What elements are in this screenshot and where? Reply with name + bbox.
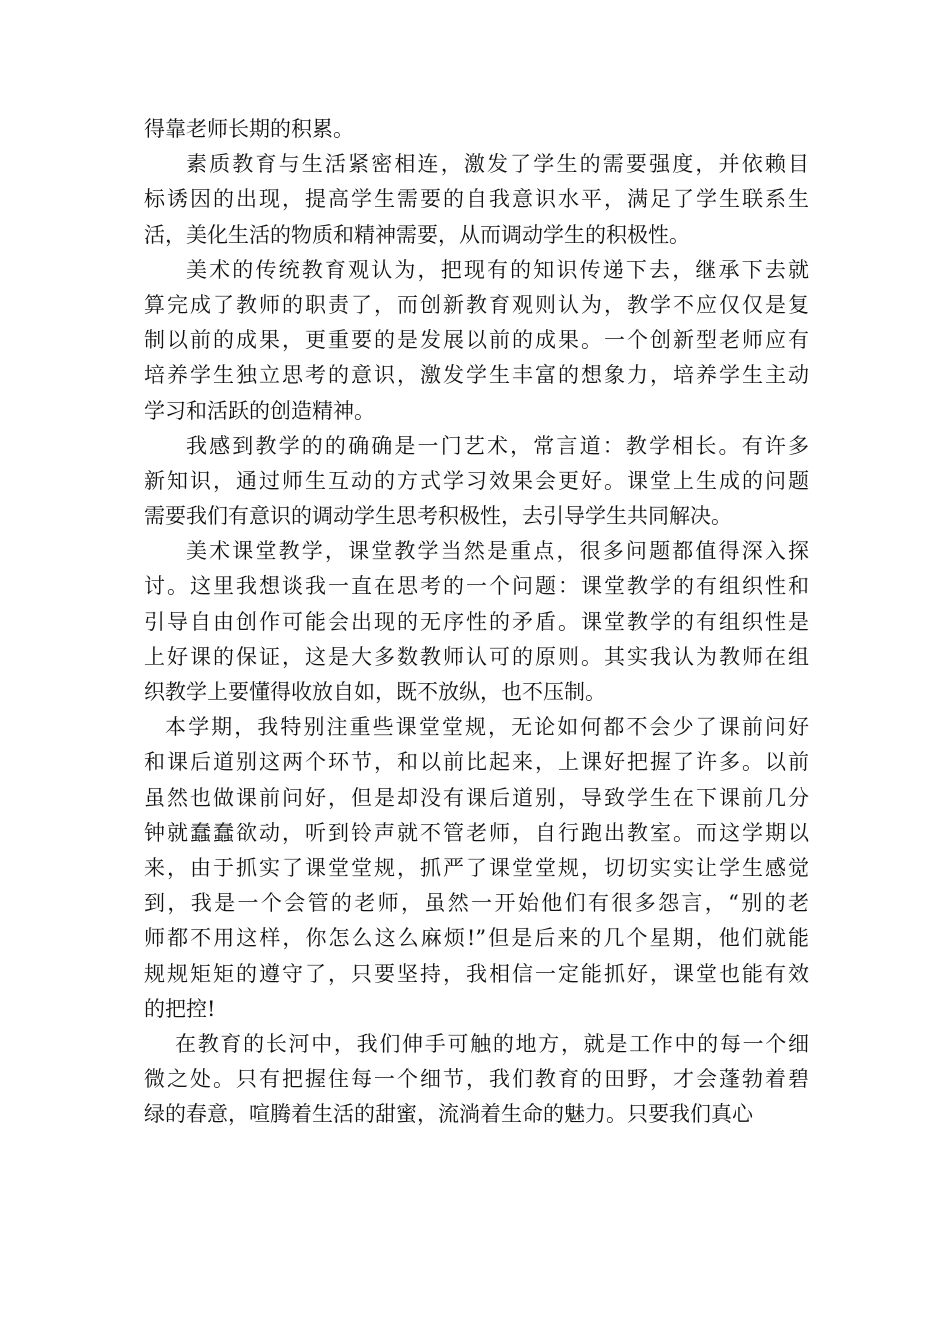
text-line: 织教学上要懂得收放自如，既不放纵，也不压制。	[144, 680, 606, 704]
text-line: 美术课堂教学，课堂教学当然是重点，很多问题都值得深入探	[186, 539, 809, 564]
text-line: 本学期，我特别注重些课堂堂规，无论如何都不会少了课前问好	[165, 715, 809, 740]
text-line: 到，我是一个会管的老师，虽然一开始他们有很多怨言，“别的老	[144, 891, 809, 916]
text-line: 美术的传统教育观认为，把现有的知识传递下去，继承下去就	[186, 257, 809, 282]
text-line: 得靠老师长期的积累。	[144, 117, 354, 141]
text-line: 虽然也做课前问好，但是却没有课后道别，导致学生在下课前几分	[144, 785, 809, 810]
text-line: 微之处。只有把握住每一个细节，我们教育的田野，才会蓬勃着碧	[144, 1067, 809, 1092]
paragraph-p4	[144, 534, 809, 710]
text-line: 需要我们有意识的调动学生思考积极性，去引导学生共同解决。	[144, 504, 732, 529]
body-text	[144, 112, 809, 1132]
text-line: 的把控!	[144, 996, 216, 1021]
text-line: 来，由于抓实了课堂堂规，抓严了课堂堂规，切切实实让学生感觉	[144, 855, 809, 880]
text-line: 引导自由创作可能会出现的无序性的矛盾。课堂教学的有组织性是	[144, 609, 809, 634]
text-line: 活，美化生活的物质和精神需要，从而调动学生的积极性。	[144, 222, 690, 247]
paragraph-p3	[144, 429, 809, 535]
text-line: 上好课的保证，这是大多数教师认可的原则。其实我认为教师在组	[144, 644, 809, 669]
text-line: 讨。这里我想谈我一直在思考的一个问题：课堂教学的有组织性和	[144, 574, 809, 599]
paragraph-p0	[144, 112, 809, 147]
text-line: 算完成了教师的职责了，而创新教育观则认为，教学不应仅仅是复	[144, 292, 809, 317]
text-line: 在教育的长河中，我们伸手可触的地方，就是工作中的每一个细	[175, 1031, 809, 1056]
paragraph-p6	[144, 1027, 809, 1133]
paragraph-p2	[144, 253, 809, 429]
text-line: 绿的春意，喧腾着生活的甜蜜，流淌着生命的魅力。只要我们真心	[144, 1102, 753, 1127]
paragraph-p1	[144, 147, 809, 253]
text-line: 培养学生独立思考的意识，激发学生丰富的想象力，培养学生主动	[144, 363, 809, 388]
text-line: 新知识，通过师生互动的方式学习效果会更好。课堂上生成的问题	[144, 468, 809, 493]
text-line: 学习和活跃的创造精神。	[144, 398, 375, 423]
text-line: 我感到教学的的确确是一门艺术，常言道：教学相长。有许多	[186, 433, 809, 458]
paragraph-p5	[144, 710, 809, 1027]
text-line: 标诱因的出现，提高学生需要的自我意识水平，满足了学生联系生	[144, 187, 809, 212]
text-line: 制以前的成果，更重要的是发展以前的成果。一个创新型老师应有	[144, 328, 809, 353]
text-line: 钟就蠢蠢欲动，听到铃声就不管老师，自行跑出教室。而这学期以	[144, 820, 809, 845]
text-line: 规规矩矩的遵守了，只要坚持，我相信一定能抓好，课堂也能有效	[144, 961, 809, 986]
text-line: 素质教育与生活紧密相连，激发了学生的需要强度，并依赖目	[186, 152, 809, 177]
text-line: 师都不用这样，你怎么这么麻烦!”但是后来的几个星期，他们就能	[144, 926, 809, 951]
text-line: 和课后道别这两个环节，和以前比起来，上课好把握了许多。以前	[144, 750, 809, 775]
